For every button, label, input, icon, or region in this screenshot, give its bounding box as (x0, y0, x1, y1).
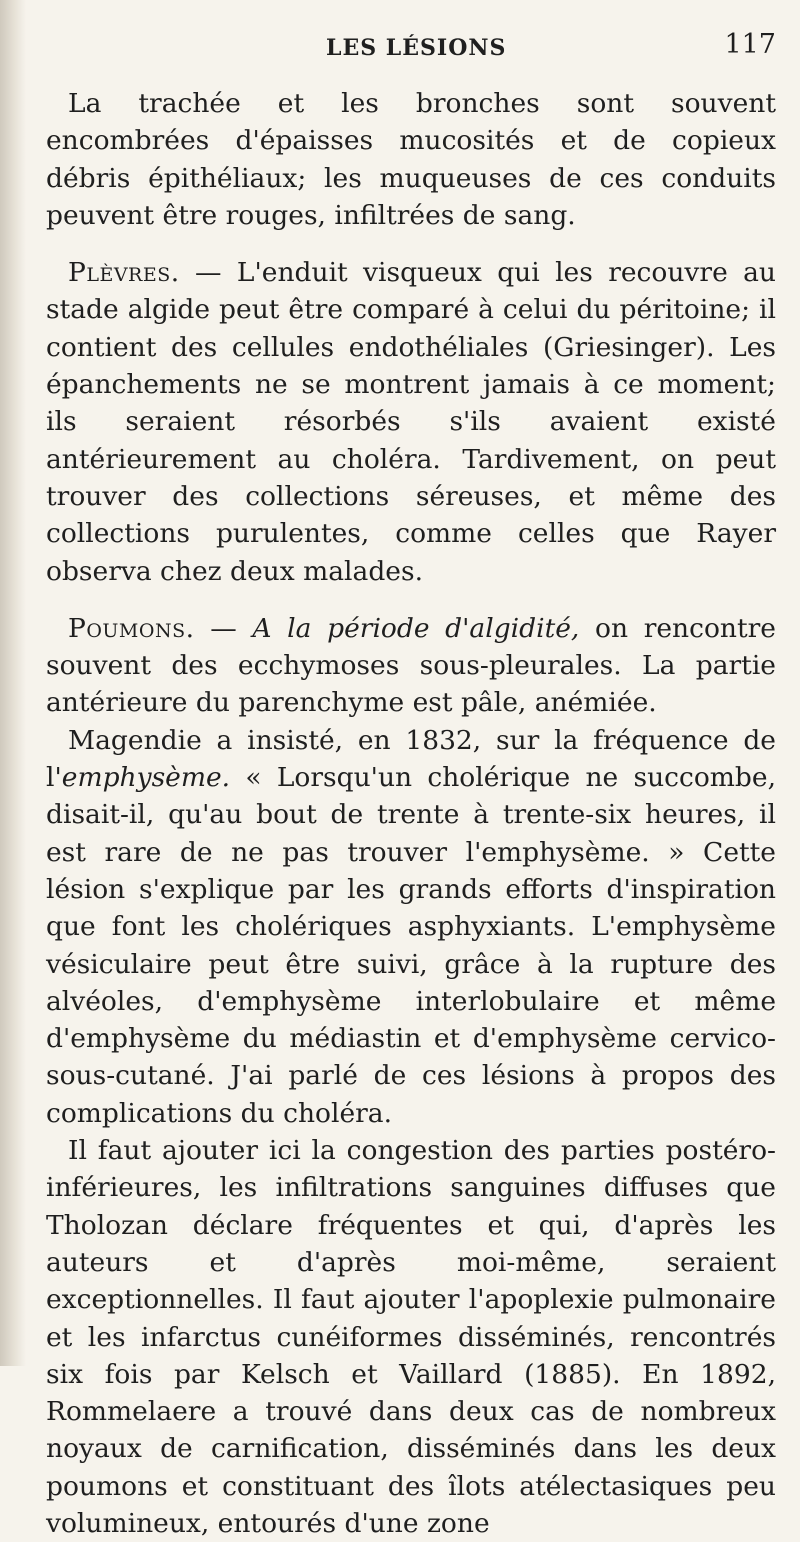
paragraph-magendie (46, 722, 776, 1132)
paragraph-text-after: « Lorsqu'un cholérique ne succombe, disait-il, qu'au bout de trente à trente-six heures, il est rare de ne pas trouver l'emphysème. » Cette lésion s'explique par les grands efforts d'inspiration que font les cholériques asphyxiants. L'emphysème vésiculaire peut être suivi, grâce à la rupture des alvéoles, d'emphysème interlobulaire et même d'emphysème du médiastin et d'emphysème cervico-sous-cutané. J'ai parlé de ces lésions à propos des complications du choléra. (46, 762, 776, 1129)
running-title: LES LÉSIONS (326, 35, 507, 61)
paragraph-trachea (46, 85, 776, 234)
page-binding-edge (0, 0, 26, 1366)
running-head (46, 30, 776, 70)
italic-term-emphyseme: emphysème. (61, 762, 231, 794)
paragraph-poumons (46, 610, 776, 722)
paragraph-text-before: Magendie a insisté, en 1832, sur la fréquence de l' (46, 724, 776, 794)
paragraph-text: — L'enduit visqueux qui les recouvre au stade algide peut être comparé à celui du péritoine; il contient des cellules endothéliales (Griesinger). Les épanchements ne se montrent jamais à ce moment; ils seraient résorbés s'ils avaient existé antérieurement au choléra. Tardivement, on peut trouver des collections séreuses, et même des collections purulentes, comme celles que Rayer observa chez deux malades. (46, 257, 776, 587)
paragraph-text: Il faut ajouter ici la congestion des parties postéro-inférieures, les infiltrations sanguines diffuses que Tholozan déclare fréquentes et qui, d'après les auteurs et d'après moi-même, seraient exceptionnelles. Il faut ajouter l'apoplexie pulmonaire et les infarctus cunéiformes disséminés, rencontrés six fois par Kelsch et Vaillard (1885). En 1892, Rommelaere a trouvé dans deux cas de nombreux noyaux de carnification, disséminés dans les deux poumons et constituant des îlots atélectasiques peu volumineux, entourés d'une zone (46, 1135, 776, 1539)
page-number: 117 (724, 29, 776, 60)
section-heading-poumons: Poumons. (68, 612, 195, 644)
body-text (46, 85, 776, 1542)
section-heading-plevres: Plèvres. (68, 257, 180, 289)
book-page (46, 0, 776, 1539)
italic-phrase: A la période d'algidité, (252, 612, 580, 644)
heading-dash: — (194, 612, 253, 644)
paragraph-plevres (46, 254, 776, 590)
paragraph-text: La trachée et les bronches sont souvent encombrées d'épaisses mucosités et de copieux débris épithéliaux; les muqueuses de ces conduits peuvent être rouges, infiltrées de sang. (46, 88, 776, 231)
paragraph-congestion (46, 1132, 776, 1542)
paragraph-text: on rencontre souvent des ecchymoses sous-pleurales. La partie antérieure du parenchyme est pâle, anémiée. (46, 612, 776, 719)
